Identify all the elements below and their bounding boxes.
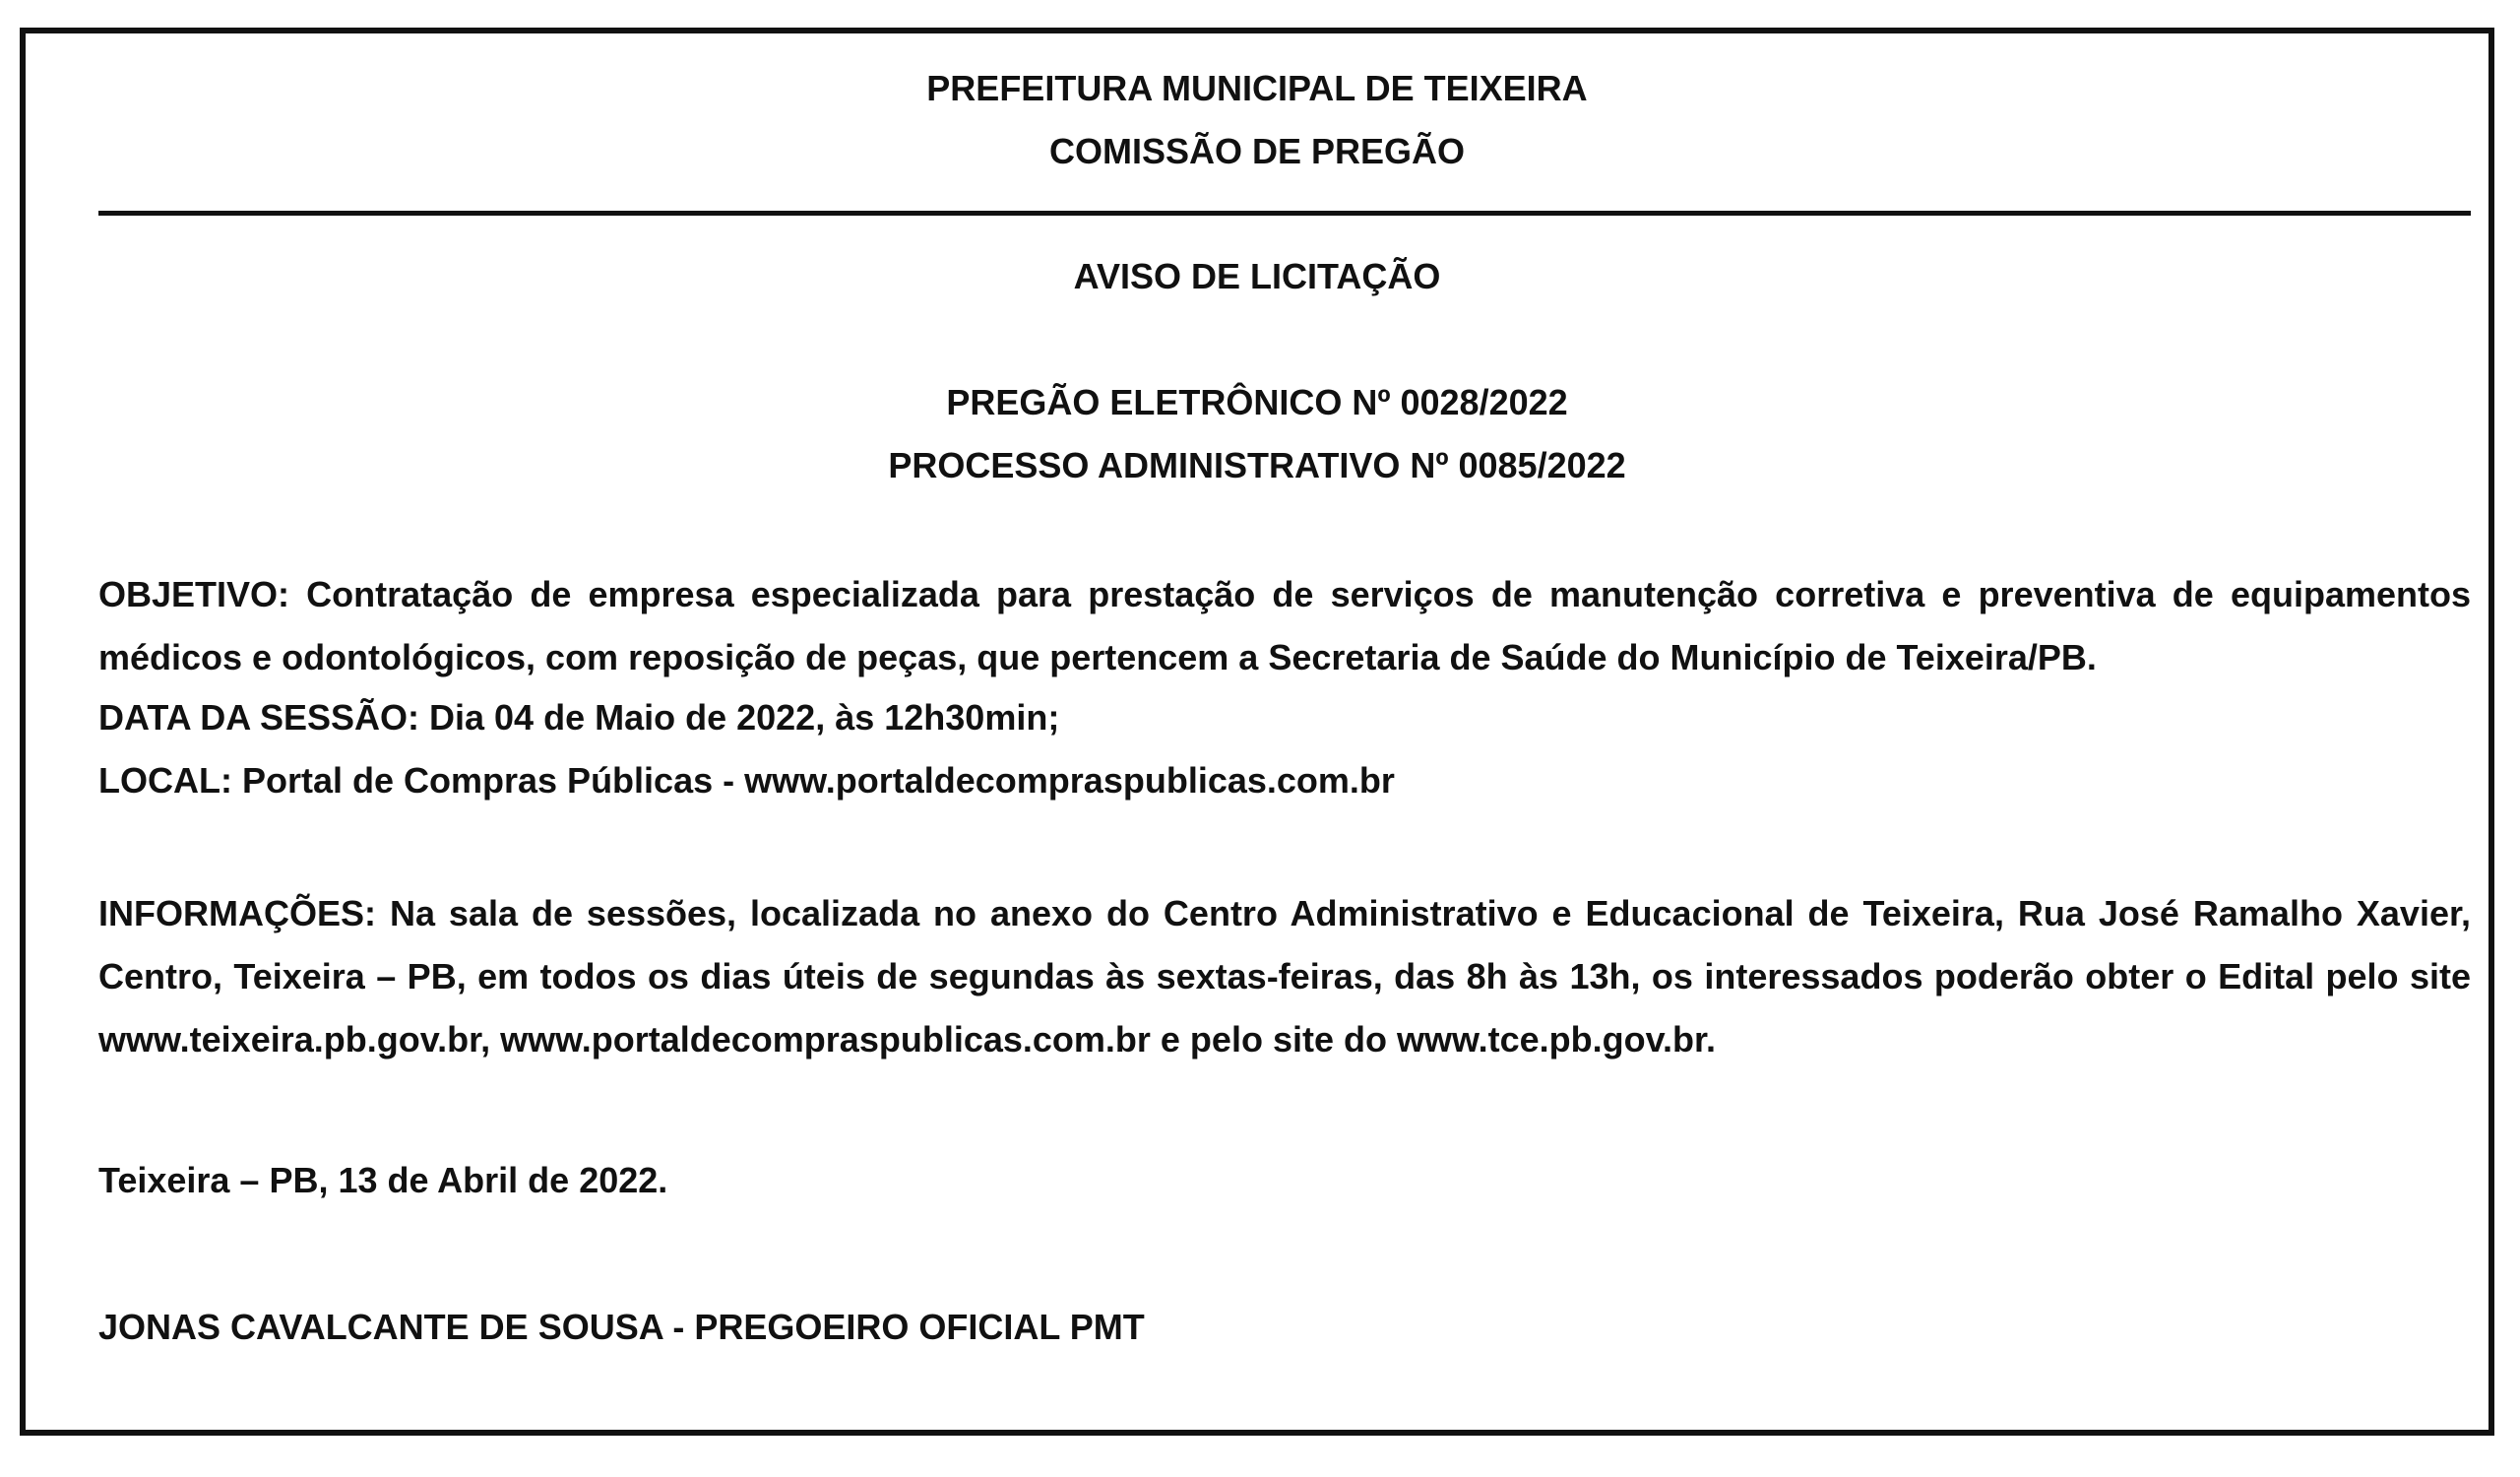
data-sessao-line: DATA DA SESSÃO: Dia 04 de Maio de 2022, às 12h30min; (98, 697, 1060, 738)
signature-line: JONAS CAVALCANTE DE SOUSA - PREGOEIRO OFICIAL PMT (98, 1307, 1145, 1347)
pregao-number: PREGÃO ELETRÔNICO Nº 0028/2022 (946, 382, 1568, 422)
place-date-line: Teixeira – PB, 13 de Abril de 2022. (98, 1160, 668, 1200)
informacoes-paragraph: INFORMAÇÕES: Na sala de sessões, localizada no anexo do Centro Administrativo e Educacional de Teixeira, Rua José Ramalho Xavier, Centro, Teixeira – PB, em todos os dias úteis de segundas às sextas-feiras, das 8h às 13h, os interessados poderão obter o Edital pelo site www.teixeira.pb.gov.br, www.portaldecompraspublicas.com.br e pelo site do www.tce.pb.gov.br. (98, 893, 2471, 1060)
local-line: LOCAL: Portal de Compras Públicas - www.portaldecompraspublicas.com.br (98, 760, 1395, 801)
notice-title: AVISO DE LICITAÇÃO (1073, 256, 1441, 296)
objetivo-paragraph: OBJETIVO: Contratação de empresa especializada para prestação de serviços de manutenção corretiva e preventiva de equipamentos médicos e odontológicos, com reposição de peças, que pertencem a Secretaria de Saúde do Município de Teixeira/PB. (98, 574, 2471, 677)
institution-heading: PREFEITURA MUNICIPAL DE TEIXEIRA (926, 68, 1588, 108)
commission-heading: COMISSÃO DE PREGÃO (1048, 131, 1466, 171)
notice-frame (20, 28, 2494, 1436)
header-divider (98, 211, 2471, 216)
processo-number: PROCESSO ADMINISTRATIVO Nº 0085/2022 (888, 445, 1626, 485)
